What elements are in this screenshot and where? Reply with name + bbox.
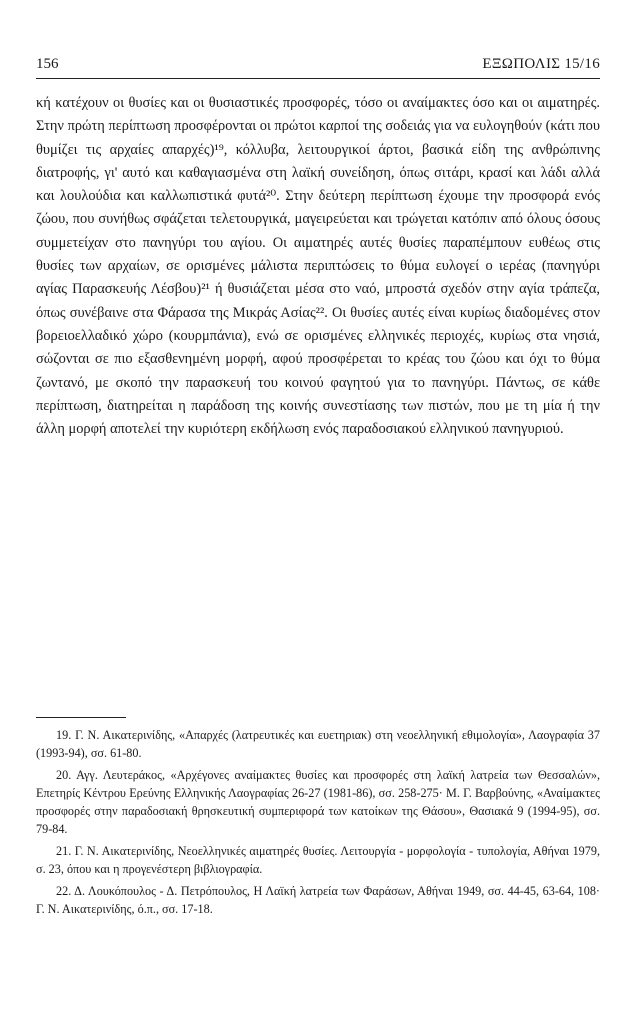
page-header (36, 56, 600, 79)
footnote-22: 22. Δ. Λουκόπουλος - Δ. Πετρόπουλος, Η Λαϊκή λατρεία των Φαράσων, Αθήναι 1949, σσ. 44-45, 63-64, 108· Γ. Ν. Αικατερινίδης, ό.π., σσ. 17-18. (36, 884, 600, 916)
footnote-21: 21. Γ. Ν. Αικατερινίδης, Νεοελληνικές αιματηρές θυσίες. Λειτουργία - μορφολογία - τυπολογία, Αθήναι 1979, σ. 23, όπου και η προγενέστερη βιβλιογραφία. (36, 844, 600, 876)
body-paragraph: κή κατέχουν οι θυσίες και οι θυσιαστικές προσφορές, τόσο οι αναίμακτες όσο και οι αιματηρές. Στην πρώτη περίπτωση προσφέρονται οι πρώτοι καρποί της σοδειάς για να ευλογηθούν (κάτι που θυμίζει τις αρχαίες απαρχές)¹⁹, κόλλυβα, λειτουργικοί άρτοι, βασικά είδη της ανθρώπινης διατροφής, γι' αυτό και καθαγιασμένα στη λαϊκή συνείδηση, όπως σιτάρι, κρασί και λάδι αλλά και λουλούδια και καλλωπιστικά φυτά²⁰. Στην δεύτερη περίπτωση έχουμε την προσφορά ενός ζώου, που συνήθως σφάζεται τελετουργικά, μαγειρεύεται και τρώγεται κατόπιν από όλους όσους συμμετείχαν στο πανηγύρι του αγίου. Οι αιματηρές αυτές θυσίες παραπέμπουν ευθέως στις θυσίες των αρχαίων, σε ορισμένες μάλιστα περιπτώσεις το θύμα ευλογεί ο ιερέας (πανηγύρι αγίας Παρασκευής Λέσβου)²¹ ή θυσιάζεται μέσα στο ναό, μπροστά σχεδόν στην αγία τράπεζα, όπως συνέβαινε στα Φάρασα της Μικράς Ασίας²². Οι θυσίες αυτές είναι κυρίως διαδομένες στον βορειοελλαδικό χώρο (κουρμπάνια), ενώ σε ορισμένες ελληνικές περιοχές, κυρίως στα νησιά, σώζονται σε πιο εξασθενημένη μορφή, αφού προσφέρεται το κρέας του ζώου και όχι το θύμα ζωντανό, με σκοπό την παρασκευή του κοινού φαγητού για το πανηγύρι. Πάντως, σε κάθε περίπτωση, διατηρείται η παράδοση της κοινής συνεστίασης των πιστών, που με τη μία ή την άλλη μορφή αποτελεί την κυριότερη εκδήλωση ενός παραδοσιακού ελληνικού πανηγυριού. (36, 95, 600, 438)
page-number: 156 (36, 56, 59, 72)
footnote-19: 19. Γ. Ν. Αικατερινίδης, «Απαρχές (λατρευτικές και ευετηριακ) στη νεοελληνική εθιμολογία», Λαογραφία 37 (1993-94), σσ. 61-80. (36, 728, 600, 760)
footnote-20: 20. Αγγ. Λευτεράκος, «Αρχέγονες αναίμακτες θυσίες και προσφορές στη λαϊκή λατρεία των Θεσσαλών», Επετηρίς Κέντρου Ερεύνης Ελληνικής Λαογραφίας 26-27 (1981-86), σσ. 258-275· Μ. Γ. Βαρβούνης, «Αναίμακτες προσφορές στην παραδοσιακή θρησκευτική συμπεριφορά των κατοίκων της Θάσου», Θασιακά 9 (1994-95), σσ. 79-84. (36, 768, 600, 836)
footnotes (36, 726, 600, 922)
footnote-rule (36, 717, 126, 718)
running-head: ΕΞΩΠΟΛΙΣ 15/16 (482, 56, 600, 72)
